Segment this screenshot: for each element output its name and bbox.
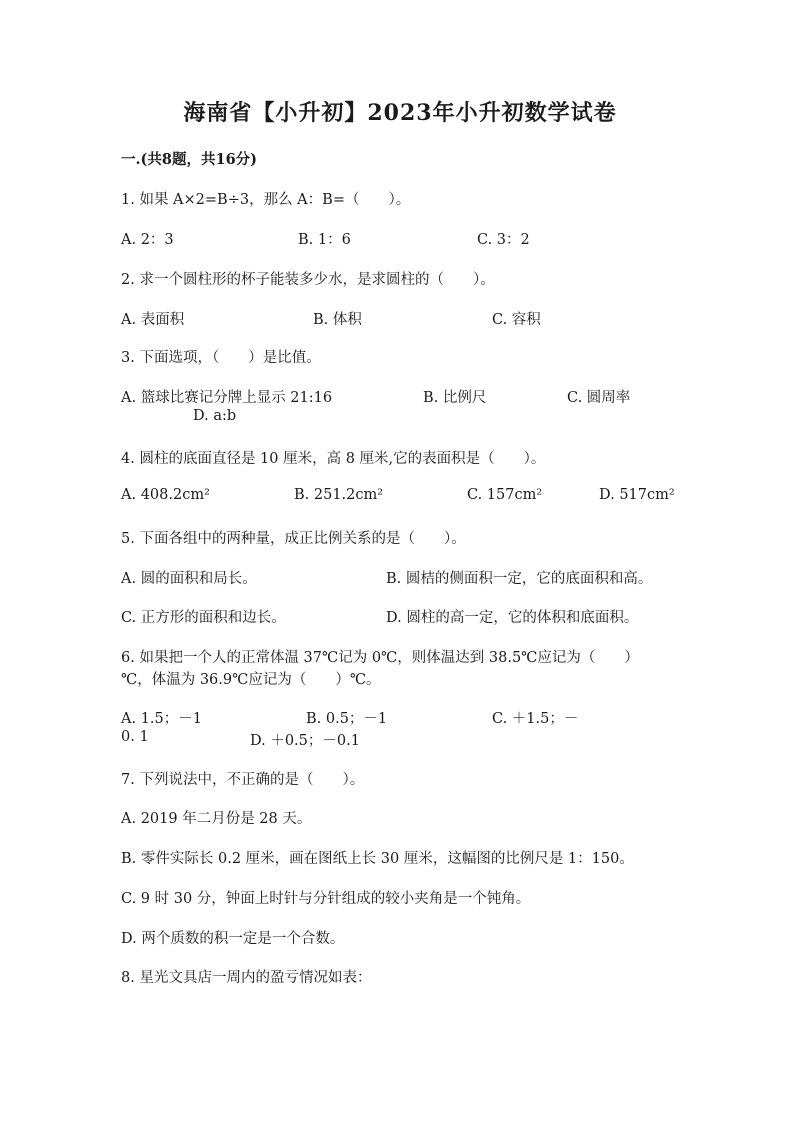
question-1-option-c: C. 3：2 — [477, 232, 530, 248]
question-4-option-a: A. 408.2cm² — [121, 487, 210, 503]
question-2-option-c: C. 容积 — [492, 312, 541, 328]
question-6-option-d: D. ＋0.5；－0.1 — [250, 733, 360, 749]
question-1-option-b: B. 1：6 — [298, 232, 351, 248]
question-7-option-d: D. 两个质数的积一定是一个合数。 — [121, 931, 345, 947]
question-3-option-a: A. 篮球比赛记分牌上显示 21:16 — [121, 390, 333, 406]
question-6-stem-line-2: ℃，体温为 36.9℃应记为（ ）℃。 — [121, 672, 381, 688]
question-8-stem: 8. 星光文具店一周内的盈亏情况如表： — [121, 970, 372, 986]
question-6-option-a: A. 1.5；－1 — [121, 711, 202, 727]
question-7-option-a: A. 2019 年二月份是 28 天。 — [121, 811, 312, 827]
question-4-option-d: D. 517cm² — [599, 487, 675, 503]
question-4-option-c: C. 157cm² — [467, 487, 543, 503]
question-3-stem: 3. 下面选项，（ ）是比值。 — [121, 350, 321, 366]
question-3-option-c: C. 圆周率 — [567, 390, 631, 406]
question-1-option-a: A. 2：3 — [121, 232, 174, 248]
question-6-option-c: C. ＋1.5；－ — [492, 711, 579, 727]
question-2-option-b: B. 体积 — [313, 312, 362, 328]
page-title: 海南省【小升初】2023年小升初数学试卷 — [183, 100, 617, 126]
question-4-stem: 4. 圆柱的底面直径是 10 厘米，高 8 厘米,它的表面积是（ ）。 — [121, 451, 546, 467]
question-6-stem-line-1: 6. 如果把一个人的正常体温 37℃记为 0℃，则体温达到 38.5℃应记为（ ） — [121, 650, 639, 666]
question-5-option-c: C. 正方形的面积和边长。 — [121, 610, 286, 626]
question-3-option-b: B. 比例尺 — [423, 390, 487, 406]
question-2-option-a: A. 表面积 — [121, 312, 185, 328]
question-7-option-c: C. 9 时 30 分，钟面上时针与分针组成的较小夹角是一个钝角。 — [121, 891, 531, 907]
question-4-option-b: B. 251.2cm² — [294, 487, 384, 503]
question-5-option-a: A. 圆的面积和局长。 — [121, 571, 257, 587]
question-5-option-b: B. 圆桔的侧面积一定，它的底面积和高。 — [386, 571, 653, 587]
question-7-option-b: B. 零件实际长 0.2 厘米，画在图纸上长 30 厘米，这幅图的比例尺是 1：150。 — [121, 851, 634, 867]
question-1-stem: 1. 如果 A×2=B÷3，那么 A：B=（ ）。 — [121, 192, 411, 208]
question-2-stem: 2. 求一个圆柱形的杯子能装多少水，是求圆柱的（ ）。 — [121, 272, 495, 288]
question-5-option-d: D. 圆柱的高一定，它的体积和底面积。 — [386, 610, 639, 626]
question-6-option-c-continued: 0. 1 — [121, 729, 149, 745]
question-7-stem: 7. 下列说法中，不正确的是（ ）。 — [121, 772, 365, 788]
question-3-option-d: D. a:b — [193, 408, 237, 424]
section-heading: 一.(共8题，共16分) — [121, 151, 258, 168]
question-6-option-b: B. 0.5；－1 — [306, 711, 388, 727]
question-5-stem: 5. 下面各组中的两种量，成正比例关系的是（ ）。 — [121, 531, 466, 547]
